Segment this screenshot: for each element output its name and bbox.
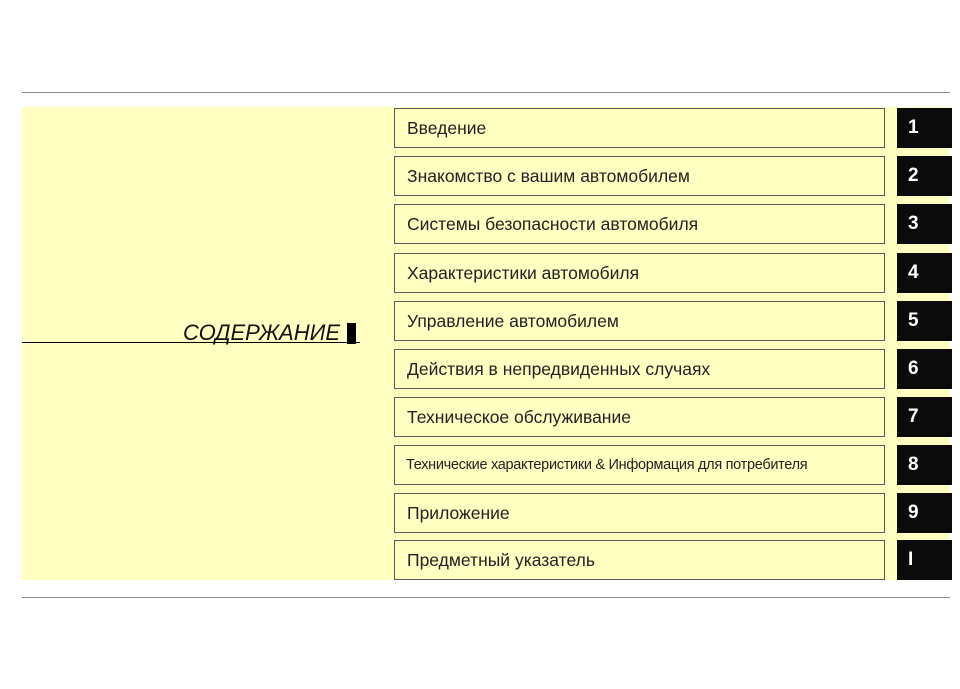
toc-item-label[interactable]: Введение (394, 108, 885, 148)
toc-item-tab[interactable]: 1 (897, 108, 952, 148)
toc-item-tab[interactable]: 5 (897, 301, 952, 341)
bottom-divider (22, 597, 950, 598)
toc-item-label[interactable]: Знакомство с вашим автомобилем (394, 156, 885, 196)
toc-item-tab[interactable]: 2 (897, 156, 952, 196)
toc-item-label[interactable]: Управление автомобилем (394, 301, 885, 341)
toc-item-label[interactable]: Техническое обслуживание (394, 397, 885, 437)
toc-item-tab[interactable]: 8 (897, 445, 952, 485)
toc-item-emergency[interactable] (394, 349, 952, 389)
contents-heading (22, 320, 362, 346)
toc-item-tab[interactable]: I (897, 540, 952, 580)
toc-item-tab[interactable]: 4 (897, 253, 952, 293)
toc-item-label[interactable]: Системы безопасности автомобиля (394, 204, 885, 244)
toc-item-tab[interactable]: 7 (897, 397, 952, 437)
toc-item-maintenance[interactable] (394, 397, 952, 437)
heading-marker (347, 323, 356, 344)
toc-item-safety[interactable] (394, 204, 952, 244)
toc-item-tab[interactable]: 9 (897, 493, 952, 533)
table-of-contents (394, 108, 952, 580)
top-divider (22, 92, 950, 93)
toc-item-label[interactable]: Характеристики автомобиля (394, 253, 885, 293)
toc-item-label[interactable]: Предметный указатель (394, 540, 885, 580)
toc-item-features[interactable] (394, 253, 952, 293)
toc-item-tab[interactable]: 3 (897, 204, 952, 244)
toc-item-label[interactable]: Приложение (394, 493, 885, 533)
toc-item-label[interactable]: Технические характеристики & Информация для потребителя (394, 445, 885, 485)
toc-item-appendix[interactable] (394, 493, 952, 533)
toc-item-driving[interactable] (394, 301, 952, 341)
toc-item-specifications[interactable] (394, 445, 952, 485)
toc-item-introduction[interactable] (394, 108, 952, 148)
page-title: СОДЕРЖАНИЕ (182, 320, 340, 345)
toc-item-label[interactable]: Действия в непредвиденных случаях (394, 349, 885, 389)
toc-item-tab[interactable]: 6 (897, 349, 952, 389)
toc-item-index[interactable] (394, 540, 952, 580)
toc-item-vehicle-intro[interactable] (394, 156, 952, 196)
